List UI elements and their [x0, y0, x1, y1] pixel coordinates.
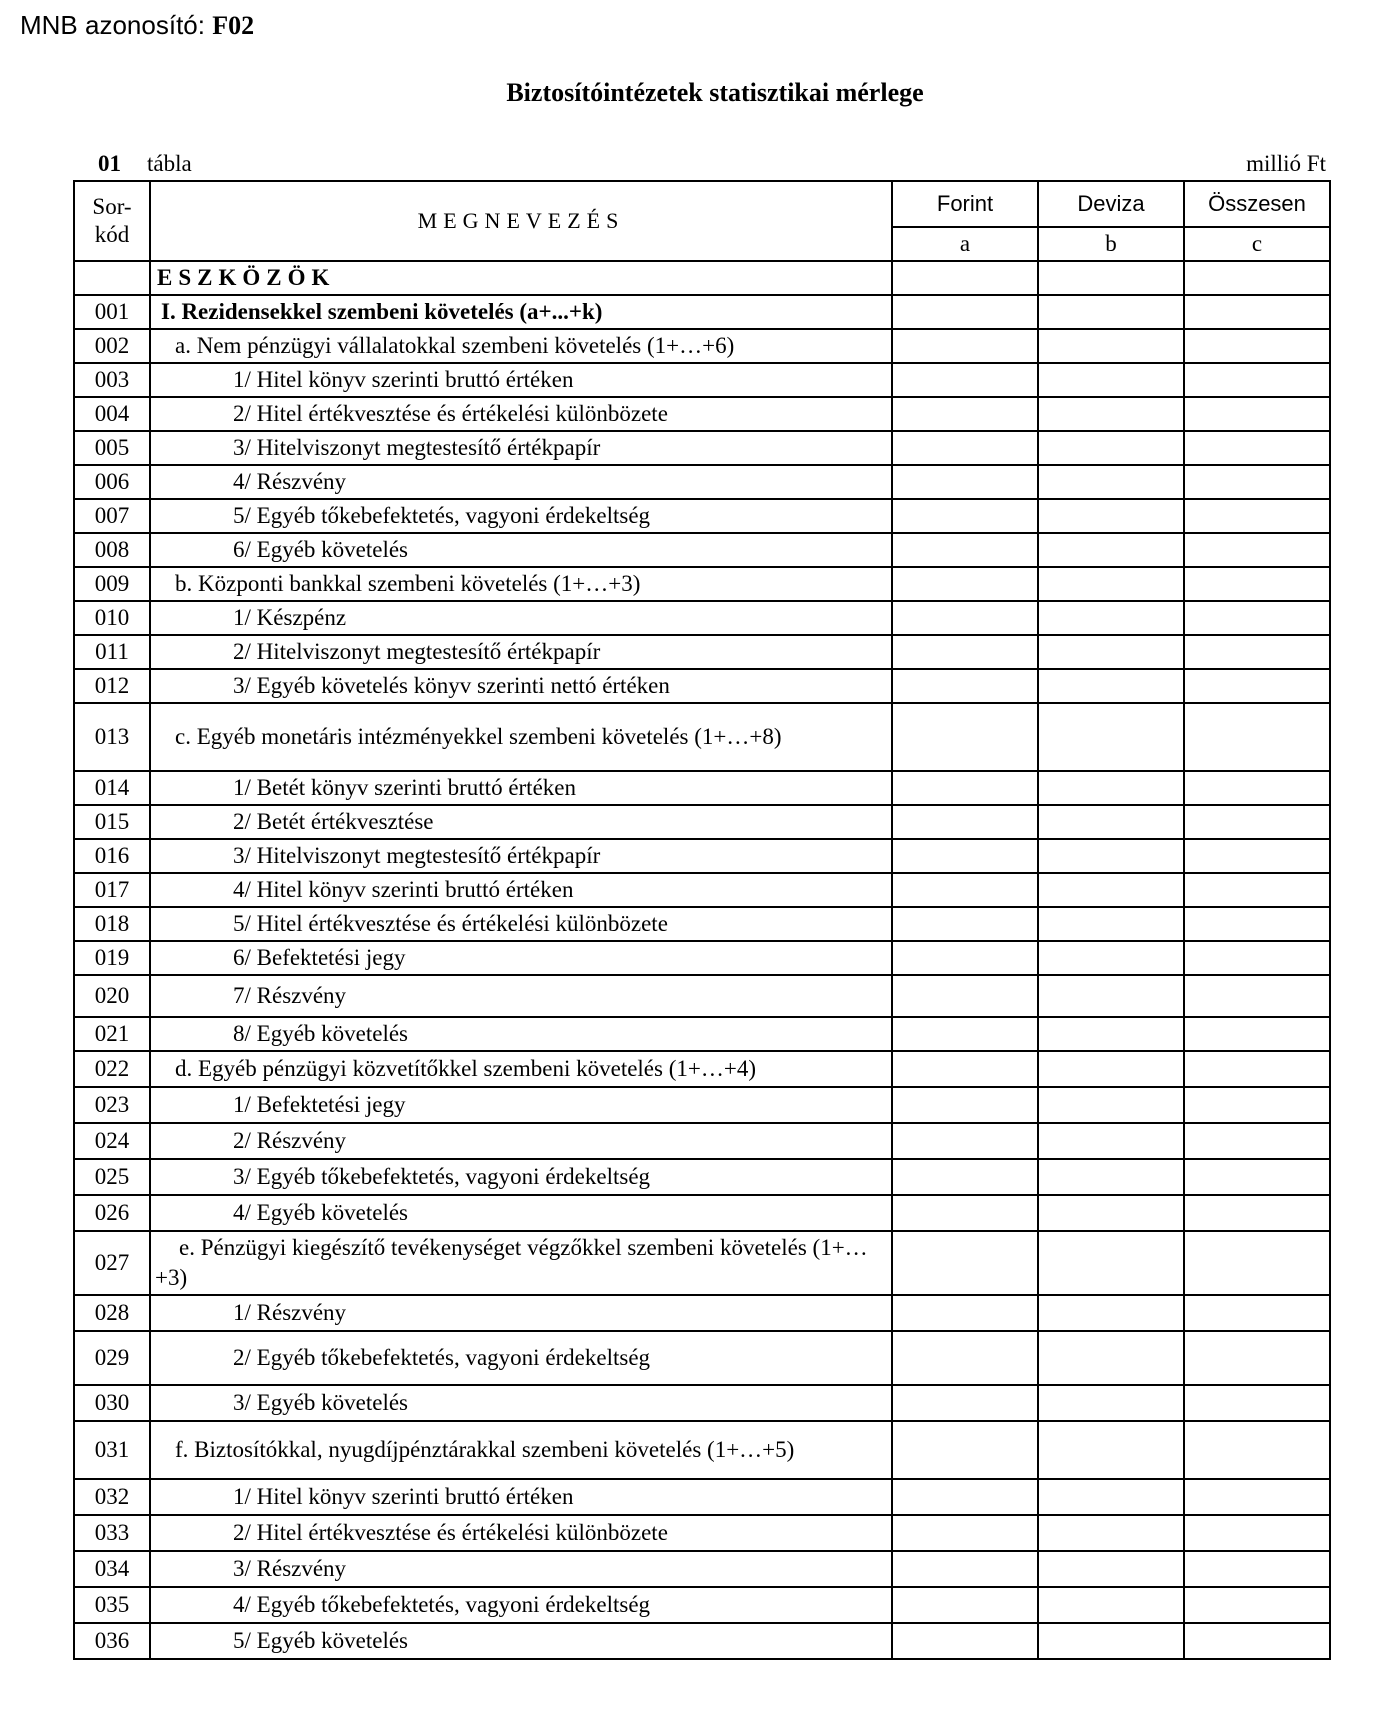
value-cell-forint[interactable] [892, 601, 1038, 635]
table-row [74, 431, 1330, 465]
row-code: 027 [74, 1231, 150, 1295]
value-cell-forint[interactable] [892, 669, 1038, 703]
value-cell-deviza[interactable] [1038, 703, 1184, 771]
value-cell-forint[interactable] [892, 431, 1038, 465]
value-cell-deviza[interactable] [1038, 567, 1184, 601]
row-label: 1/ Részvény [150, 1295, 892, 1331]
table-row [74, 1331, 1330, 1385]
value-cell-deviza[interactable] [1038, 1195, 1184, 1231]
mnb-identifier [20, 10, 254, 41]
row-code: 033 [74, 1515, 150, 1551]
row-label: b. Központi bankkal szembeni követelés (1+…+3) [150, 567, 892, 601]
value-cell-forint[interactable] [892, 839, 1038, 873]
value-cell-deviza[interactable] [1038, 329, 1184, 363]
row-code: 015 [74, 805, 150, 839]
table-row [74, 1551, 1330, 1587]
row-code: 036 [74, 1623, 150, 1659]
value-cell-deviza[interactable] [1038, 1623, 1184, 1659]
value-cell-forint[interactable] [892, 975, 1038, 1017]
value-cell-deviza[interactable] [1038, 363, 1184, 397]
row-label: 2/ Részvény [150, 1123, 892, 1159]
table-row [74, 1295, 1330, 1331]
value-cell-forint[interactable] [892, 295, 1038, 329]
row-code: 007 [74, 499, 150, 533]
row-label: I. Rezidensekkel szembeni követelés (a+...+k) [150, 295, 892, 329]
value-cell-forint[interactable] [892, 1195, 1038, 1231]
row-label: 6/ Egyéb követelés [150, 533, 892, 567]
table-row [74, 1195, 1330, 1231]
value-cell-deviza[interactable] [1038, 295, 1184, 329]
row-label: ESZKÖZÖK [150, 261, 892, 295]
value-cell-deviza[interactable] [1038, 1587, 1184, 1623]
value-cell-osszesen[interactable] [1184, 1385, 1330, 1421]
row-code: 022 [74, 1051, 150, 1087]
table-row [74, 1231, 1330, 1295]
row-code: 012 [74, 669, 150, 703]
value-cell-forint[interactable] [892, 1123, 1038, 1159]
row-label: 3/ Hitelviszonyt megtestesítő értékpapír [150, 839, 892, 873]
row-code [74, 261, 150, 295]
table-row [74, 363, 1330, 397]
value-cell-deviza[interactable] [1038, 1159, 1184, 1195]
value-cell-forint[interactable] [892, 1017, 1038, 1051]
column-letter-c: c [1184, 227, 1330, 261]
value-cell-deviza[interactable] [1038, 839, 1184, 873]
row-label: 6/ Befektetési jegy [150, 941, 892, 975]
value-cell-osszesen[interactable] [1184, 329, 1330, 363]
value-cell-deviza[interactable] [1038, 1385, 1184, 1421]
value-cell-osszesen[interactable] [1184, 601, 1330, 635]
row-code: 029 [74, 1331, 150, 1385]
value-cell-osszesen[interactable] [1184, 1123, 1330, 1159]
row-label: 3/ Egyéb tőkebefektetés, vagyoni érdekeltség [150, 1159, 892, 1195]
row-label: 2/ Hitel értékvesztése és értékelési különbözete [150, 397, 892, 431]
row-label: 5/ Egyéb követelés [150, 1623, 892, 1659]
value-cell-forint[interactable] [892, 635, 1038, 669]
value-cell-deviza[interactable] [1038, 1331, 1184, 1385]
table-row [74, 975, 1330, 1017]
value-cell-forint[interactable] [892, 261, 1038, 295]
value-cell-osszesen[interactable] [1184, 567, 1330, 601]
value-cell-osszesen[interactable] [1184, 805, 1330, 839]
value-cell-deviza[interactable] [1038, 1231, 1184, 1295]
value-cell-osszesen[interactable] [1184, 533, 1330, 567]
row-label: 8/ Egyéb követelés [150, 1017, 892, 1051]
row-label: e. Pénzügyi kiegészítő tevékenységet végzőkkel szembeni követelés (1+…+3) [150, 1231, 892, 1295]
table-row [74, 567, 1330, 601]
value-cell-osszesen[interactable] [1184, 1479, 1330, 1515]
value-cell-forint[interactable] [892, 1515, 1038, 1551]
row-code: 006 [74, 465, 150, 499]
table-header-row [74, 181, 1330, 227]
value-cell-deviza[interactable] [1038, 397, 1184, 431]
value-cell-forint[interactable] [892, 1479, 1038, 1515]
value-cell-forint[interactable] [892, 1295, 1038, 1331]
value-cell-deviza[interactable] [1038, 499, 1184, 533]
value-cell-deviza[interactable] [1038, 975, 1184, 1017]
value-cell-deviza[interactable] [1038, 1479, 1184, 1515]
row-code: 031 [74, 1421, 150, 1479]
table-row [74, 295, 1330, 329]
value-cell-osszesen[interactable] [1184, 261, 1330, 295]
row-label: 1/ Hitel könyv szerinti bruttó értéken [150, 1479, 892, 1515]
table-body [74, 261, 1330, 1659]
column-letter-b: b [1038, 227, 1184, 261]
value-cell-osszesen[interactable] [1184, 397, 1330, 431]
value-cell-forint[interactable] [892, 1421, 1038, 1479]
value-cell-osszesen[interactable] [1184, 1331, 1330, 1385]
row-code: 005 [74, 431, 150, 465]
table-row [74, 1421, 1330, 1479]
value-cell-forint[interactable] [892, 363, 1038, 397]
row-label: 3/ Egyéb követelés könyv szerinti nettó értéken [150, 669, 892, 703]
table-row [74, 1159, 1330, 1195]
name-column-header: MEGNEVEZÉS [150, 181, 892, 261]
value-cell-osszesen[interactable] [1184, 499, 1330, 533]
value-cell-deviza[interactable] [1038, 1421, 1184, 1479]
value-cell-deviza[interactable] [1038, 465, 1184, 499]
table-row [74, 397, 1330, 431]
row-label: 7/ Részvény [150, 975, 892, 1017]
value-cell-forint[interactable] [892, 1551, 1038, 1587]
value-cell-forint[interactable] [892, 1385, 1038, 1421]
row-label: 4/ Egyéb követelés [150, 1195, 892, 1231]
value-cell-deviza[interactable] [1038, 431, 1184, 465]
value-cell-deviza[interactable] [1038, 669, 1184, 703]
row-code: 014 [74, 771, 150, 805]
row-code: 030 [74, 1385, 150, 1421]
value-cell-forint[interactable] [892, 1159, 1038, 1195]
row-code: 018 [74, 907, 150, 941]
value-cell-osszesen[interactable] [1184, 1623, 1330, 1659]
table-number-value: 01 [98, 151, 121, 176]
row-code: 009 [74, 567, 150, 601]
value-cell-deviza[interactable] [1038, 1017, 1184, 1051]
row-code: 035 [74, 1587, 150, 1623]
row-code: 011 [74, 635, 150, 669]
row-label: 5/ Egyéb tőkebefektetés, vagyoni érdekeltség [150, 499, 892, 533]
row-code: 003 [74, 363, 150, 397]
row-label: 2/ Egyéb tőkebefektetés, vagyoni érdekeltség [150, 1331, 892, 1385]
table-row [74, 669, 1330, 703]
table-row [74, 635, 1330, 669]
value-cell-deviza[interactable] [1038, 907, 1184, 941]
value-cell-deviza[interactable] [1038, 1551, 1184, 1587]
row-label: 2/ Hitel értékvesztése és értékelési különbözete [150, 1515, 892, 1551]
row-code: 004 [74, 397, 150, 431]
value-cell-osszesen[interactable] [1184, 1295, 1330, 1331]
mnb-code: F02 [212, 11, 255, 40]
row-label: 3/ Részvény [150, 1551, 892, 1587]
row-label: 2/ Hitelviszonyt megtestesítő értékpapír [150, 635, 892, 669]
row-label: 1/ Befektetési jegy [150, 1087, 892, 1123]
table-row [74, 873, 1330, 907]
column-letter-a: a [892, 227, 1038, 261]
value-cell-forint[interactable] [892, 1051, 1038, 1087]
value-cell-deviza[interactable] [1038, 941, 1184, 975]
value-cell-osszesen[interactable] [1184, 363, 1330, 397]
row-label: 4/ Egyéb tőkebefektetés, vagyoni érdekeltség [150, 1587, 892, 1623]
value-cell-deviza[interactable] [1038, 1123, 1184, 1159]
row-label: 1/ Betét könyv szerinti bruttó értéken [150, 771, 892, 805]
page-title: Biztosítóintézetek statisztikai mérlege [506, 78, 924, 107]
row-label: a. Nem pénzügyi vállalatokkal szembeni követelés (1+…+6) [150, 329, 892, 363]
value-cell-forint[interactable] [892, 1623, 1038, 1659]
row-code: 019 [74, 941, 150, 975]
value-cell-forint[interactable] [892, 703, 1038, 771]
forint-column-header: Forint [892, 181, 1038, 227]
row-label: d. Egyéb pénzügyi közvetítőkkel szembeni követelés (1+…+4) [150, 1051, 892, 1087]
value-cell-osszesen[interactable] [1184, 1159, 1330, 1195]
value-cell-forint[interactable] [892, 329, 1038, 363]
value-cell-forint[interactable] [892, 567, 1038, 601]
value-cell-osszesen[interactable] [1184, 635, 1330, 669]
table-row [74, 907, 1330, 941]
code-column-header: Sor- kód [74, 181, 150, 261]
row-label: 4/ Részvény [150, 465, 892, 499]
table-row [74, 703, 1330, 771]
row-label: 1/ Készpénz [150, 601, 892, 635]
value-cell-deviza[interactable] [1038, 1051, 1184, 1087]
row-code: 017 [74, 873, 150, 907]
table-row [74, 533, 1330, 567]
value-cell-deviza[interactable] [1038, 873, 1184, 907]
row-label: 1/ Hitel könyv szerinti bruttó értéken [150, 363, 892, 397]
value-cell-forint[interactable] [892, 907, 1038, 941]
value-cell-osszesen[interactable] [1184, 669, 1330, 703]
value-cell-osszesen[interactable] [1184, 1515, 1330, 1551]
value-cell-osszesen[interactable] [1184, 1587, 1330, 1623]
value-cell-forint[interactable] [892, 1587, 1038, 1623]
value-cell-forint[interactable] [892, 805, 1038, 839]
table-row [74, 261, 1330, 295]
table-row [74, 805, 1330, 839]
value-cell-deviza[interactable] [1038, 635, 1184, 669]
row-code: 025 [74, 1159, 150, 1195]
row-label: 2/ Betét értékvesztése [150, 805, 892, 839]
table-row [74, 329, 1330, 363]
row-code: 016 [74, 839, 150, 873]
row-code: 032 [74, 1479, 150, 1515]
value-cell-forint[interactable] [892, 1331, 1038, 1385]
value-cell-osszesen[interactable] [1184, 1017, 1330, 1051]
value-cell-osszesen[interactable] [1184, 1087, 1330, 1123]
value-cell-osszesen[interactable] [1184, 873, 1330, 907]
unit-label: millió Ft [1246, 151, 1326, 176]
row-code: 001 [74, 295, 150, 329]
value-cell-deviza[interactable] [1038, 601, 1184, 635]
value-cell-deviza[interactable] [1038, 805, 1184, 839]
deviza-column-header: Deviza [1038, 181, 1184, 227]
value-cell-osszesen[interactable] [1184, 295, 1330, 329]
row-code: 026 [74, 1195, 150, 1231]
table-row [74, 1087, 1330, 1123]
value-cell-deviza[interactable] [1038, 771, 1184, 805]
value-cell-deviza[interactable] [1038, 1295, 1184, 1331]
table-row [74, 1385, 1330, 1421]
row-code: 010 [74, 601, 150, 635]
table-row [74, 499, 1330, 533]
table-row [74, 1051, 1330, 1087]
table-row [74, 1123, 1330, 1159]
row-label: c. Egyéb monetáris intézményekkel szembeni követelés (1+…+8) [150, 703, 892, 771]
row-code: 002 [74, 329, 150, 363]
value-cell-forint[interactable] [892, 771, 1038, 805]
value-cell-osszesen[interactable] [1184, 941, 1330, 975]
value-cell-forint[interactable] [892, 499, 1038, 533]
value-cell-deviza[interactable] [1038, 1515, 1184, 1551]
row-code: 024 [74, 1123, 150, 1159]
table-row [74, 1623, 1330, 1659]
table-word: tábla [147, 151, 192, 176]
mnb-label: MNB azonosító: [20, 10, 205, 40]
table-row [74, 839, 1330, 873]
value-cell-forint[interactable] [892, 397, 1038, 431]
table-row [74, 1479, 1330, 1515]
value-cell-osszesen[interactable] [1184, 975, 1330, 1017]
value-cell-osszesen[interactable] [1184, 1231, 1330, 1295]
value-cell-osszesen[interactable] [1184, 771, 1330, 805]
value-cell-forint[interactable] [892, 465, 1038, 499]
value-cell-forint[interactable] [892, 533, 1038, 567]
row-code: 020 [74, 975, 150, 1017]
table-row [74, 941, 1330, 975]
osszesen-column-header: Összesen [1184, 181, 1330, 227]
value-cell-deviza[interactable] [1038, 261, 1184, 295]
table-row [74, 601, 1330, 635]
value-cell-osszesen[interactable] [1184, 1051, 1330, 1087]
table-row [74, 465, 1330, 499]
value-cell-osszesen[interactable] [1184, 1195, 1330, 1231]
table-row [74, 1515, 1330, 1551]
value-cell-deviza[interactable] [1038, 533, 1184, 567]
row-code: 034 [74, 1551, 150, 1587]
value-cell-osszesen[interactable] [1184, 465, 1330, 499]
value-cell-osszesen[interactable] [1184, 1551, 1330, 1587]
row-code: 008 [74, 533, 150, 567]
row-label: f. Biztosítókkal, nyugdíjpénztárakkal szembeni követelés (1+…+5) [150, 1421, 892, 1479]
row-code: 013 [74, 703, 150, 771]
balance-sheet-table [73, 180, 1331, 1660]
value-cell-forint[interactable] [892, 1087, 1038, 1123]
value-cell-forint[interactable] [892, 1231, 1038, 1295]
row-label: 4/ Hitel könyv szerinti bruttó értéken [150, 873, 892, 907]
value-cell-forint[interactable] [892, 941, 1038, 975]
value-cell-osszesen[interactable] [1184, 431, 1330, 465]
row-code: 028 [74, 1295, 150, 1331]
table-number [98, 151, 192, 177]
value-cell-osszesen[interactable] [1184, 907, 1330, 941]
value-cell-osszesen[interactable] [1184, 1421, 1330, 1479]
row-code: 023 [74, 1087, 150, 1123]
row-label: 3/ Egyéb követelés [150, 1385, 892, 1421]
row-label: 3/ Hitelviszonyt megtestesítő értékpapír [150, 431, 892, 465]
row-code: 021 [74, 1017, 150, 1051]
value-cell-osszesen[interactable] [1184, 703, 1330, 771]
table-row [74, 1587, 1330, 1623]
row-label: 5/ Hitel értékvesztése és értékelési különbözete [150, 907, 892, 941]
table-row [74, 771, 1330, 805]
table-row [74, 1017, 1330, 1051]
value-cell-forint[interactable] [892, 873, 1038, 907]
value-cell-osszesen[interactable] [1184, 839, 1330, 873]
value-cell-deviza[interactable] [1038, 1087, 1184, 1123]
